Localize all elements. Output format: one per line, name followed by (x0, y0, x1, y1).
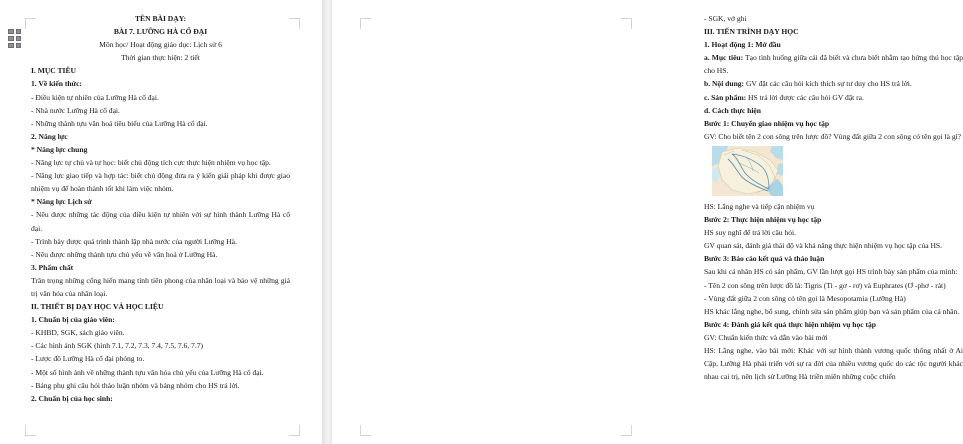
bullet-prep-3: - Lược đồ Lưỡng Hà cổ đại phóng to. (31, 354, 145, 364)
bullet-nlls-2: - Trình bày được quá trình thành lập nhà nước của người Lưỡng Hà. (31, 236, 237, 246)
buoc-2-heading: Bước 2: Thực hiện nhiệm vụ học tập (704, 215, 822, 225)
muc-tieu-label: a. Mục tiêu: (704, 53, 744, 63)
buoc-2-text-2: GV quan sát, đánh giá thái độ và khả năng thực hiện nhiệm vụ học tập của HS. (704, 241, 943, 251)
buoc-4-heading: Bước 4: Đánh giá kết quả thực hiện nhiệm vụ học tập (704, 319, 877, 329)
document-page-left (0, 0, 322, 444)
cach-thuc-hien-heading: d. Cách thực hiện (704, 105, 761, 115)
bullet-prep-2: - Các hình ảnh SGK (hình 7.1, 7.2, 7.3, 7.4, 7.5, 7.6, 7.7) (31, 341, 203, 351)
buoc-4-text-1: GV: Chuẩn kiến thức và dẫn vào bài mới (704, 332, 828, 342)
bullet-prep-1: - KHBD, SGK, sách giáo viên. (31, 328, 125, 338)
student-prep-item: - SGK, vở ghi (704, 14, 747, 23)
bullet-nlchung-2: - Năng lực giao tiếp và hợp tác: biết chủ động đưa ra ý kiến giải pháp khi được giao nhiệm vụ để hoàn thành tốt khi làm việc nhóm. (31, 171, 290, 194)
margin-corner-bottom-left (25, 425, 36, 436)
buoc-4-text-2: HS: Lắng nghe, vào bài mới: Khác với sự hình thành vương quốc thống nhất ở Ai Cập, Lưỡng Hà phải triển với sự ra đời của nhiều vương quốc do các tộc người khác nhau cai trị, nên lịch sử Lưỡng Hà triền miên những cuộc chiến (704, 345, 963, 382)
margin-corner-top-right (289, 18, 300, 29)
noi-dung-text: GV đặt các câu hỏi kích thích sự tư duy cho HS trả lời. (744, 79, 912, 89)
buoc-2-text-1: HS suy nghĩ để trả lời câu hỏi. (704, 228, 796, 238)
muc-tieu-text: Tạo tình huống giữa cái đã biết và chưa biết nhằm tạo hứng thú học tập cho HS. (704, 53, 963, 76)
handle-dot (16, 43, 22, 48)
buoc-3-bullet-1: - Tên 2 con sông trên lược đồ là: Tigris (Ti - gơ - rơ) và Euphrates (Ơ -phơ - rát) (704, 280, 946, 290)
bullet-kienthuc-2: - Nhà nước Lưỡng Hà cổ đại. (31, 105, 120, 115)
nangluc-lichsu-heading: * Năng lực Lịch sử (31, 197, 92, 207)
section-heading-ii: II. THIẾT BỊ DẠY HỌC VÀ HỌC LIỆU (31, 302, 164, 312)
table-move-handle-icon[interactable] (8, 29, 21, 48)
prep-teacher-heading: 1. Chuẩn bị của giáo viên: (31, 315, 115, 325)
noi-dung-label: b. Nội dung: (704, 79, 745, 89)
phamchat-text: Trân trọng những cống hiến mang tính tiên phong của nhân loại và bảo vệ những giá trị văn hóa của nhân loại. (31, 275, 290, 298)
subsection-heading-1: 1. Về kiến thức: (31, 79, 82, 89)
bullet-prep-4: - Một số hình ảnh về những thành tựu văn hóa chủ yếu của Lưỡng Hà cổ đại. (31, 367, 264, 377)
handle-dot (8, 36, 14, 41)
noi-dung-line (704, 77, 963, 90)
handle-dot (8, 29, 14, 34)
bullet-nlls-1: - Nêu được những tác động của điều kiện tự nhiên với sự hình thành Lưỡng Hà cổ đại. (31, 210, 290, 233)
bullet-nlchung-1: - Năng lực tự chủ và tự học: biết chủ động tích cực thực hiện nhiệm vụ học tập. (31, 158, 271, 168)
prep-student-heading: 2. Chuẩn bị của học sinh: (31, 393, 113, 403)
margin-corner-bottom-right (289, 425, 300, 436)
muc-tieu-line (704, 51, 963, 77)
doc-title-line-1: TÊN BÀI DẠY: (135, 14, 186, 23)
section-heading-iii: III. TIẾN TRÌNH DẠY HỌC (704, 27, 799, 37)
right-page-text-column (704, 12, 963, 383)
bullet-kienthuc-1: - Điều kiện tự nhiên của Lưỡng Hà cổ đại. (31, 92, 159, 102)
left-page-text-column (31, 12, 290, 405)
buoc-1-text: GV: Cho biết tên 2 con sông trên lược đồ? Vùng đất giữa 2 con sông có tên gọi là gì? (704, 131, 962, 141)
page-gutter-divider (322, 0, 332, 444)
buoc-1-heading: Bước 1: Chuyển giao nhiệm vụ học tập (704, 118, 830, 128)
doc-subtitle-1: Môn học/ Hoạt động giáo dục: Lịch sử 6 (99, 40, 222, 50)
handle-dot (8, 43, 14, 48)
buoc-1-hs-response: HS: Lắng nghe và tiếp cận nhiệm vụ (704, 201, 815, 211)
buoc-3-bullet-2: - Vùng đất giữa 2 con sông có tên gọi là Mesopotamia (Lưỡng Hà) (704, 293, 906, 303)
san-pham-label: c. Sản phẩm: (704, 92, 747, 102)
bullet-kienthuc-3: - Những thành tựu văn hoá tiêu biểu của Lưỡng Hà cổ đại. (31, 118, 208, 128)
margin-corner-bottom-left (360, 425, 371, 436)
margin-corner-top-right (621, 18, 632, 29)
activity-1-heading: 1. Hoạt động 1: Mở đầu (704, 40, 781, 50)
handle-dot (16, 36, 22, 41)
bullet-nlls-3: - Nêu được những thành tựu chủ yếu về văn hoá ở Lưỡng Hà. (31, 249, 218, 259)
buoc-3-heading: Bước 3: Báo cáo kết quả và thảo luận (704, 254, 825, 264)
buoc-3-text-2: HS khác lắng nghe, bổ sung, chỉnh sửa sản phẩm giúp bạn và sản phẩm của cá nhân. (704, 306, 960, 316)
san-pham-line (704, 91, 963, 104)
bullet-prep-5: - Bảng phụ ghi câu hỏi thảo luận nhóm và bảng nhóm cho HS trả lời. (31, 380, 240, 390)
san-pham-text: HS trả lời được các câu hỏi GV đặt ra. (746, 92, 864, 102)
margin-corner-bottom-right (621, 425, 632, 436)
section-heading-i: I. MỤC TIÊU (31, 66, 76, 76)
document-page-right (332, 0, 963, 444)
margin-corner-top-left (360, 18, 371, 29)
doc-subtitle-2: Thời gian thực hiện: 2 tiết (121, 53, 200, 63)
subsection-heading-3: 3. Phẩm chất (31, 262, 74, 272)
mesopotamia-map-image (712, 146, 783, 196)
doc-title-line-2: BÀI 7. LƯỠNG HÀ CỔ ĐẠI (113, 27, 208, 37)
subsection-heading-2: 2. Năng lực (31, 131, 68, 141)
nangluc-chung-heading: * Năng lực chung (31, 144, 88, 154)
handle-dot (16, 29, 22, 34)
buoc-3-text-1: Sau khi cá nhân HS có sản phẩm, GV lần lượt gọi HS trình bày sản phẩm của mình: (704, 267, 958, 277)
